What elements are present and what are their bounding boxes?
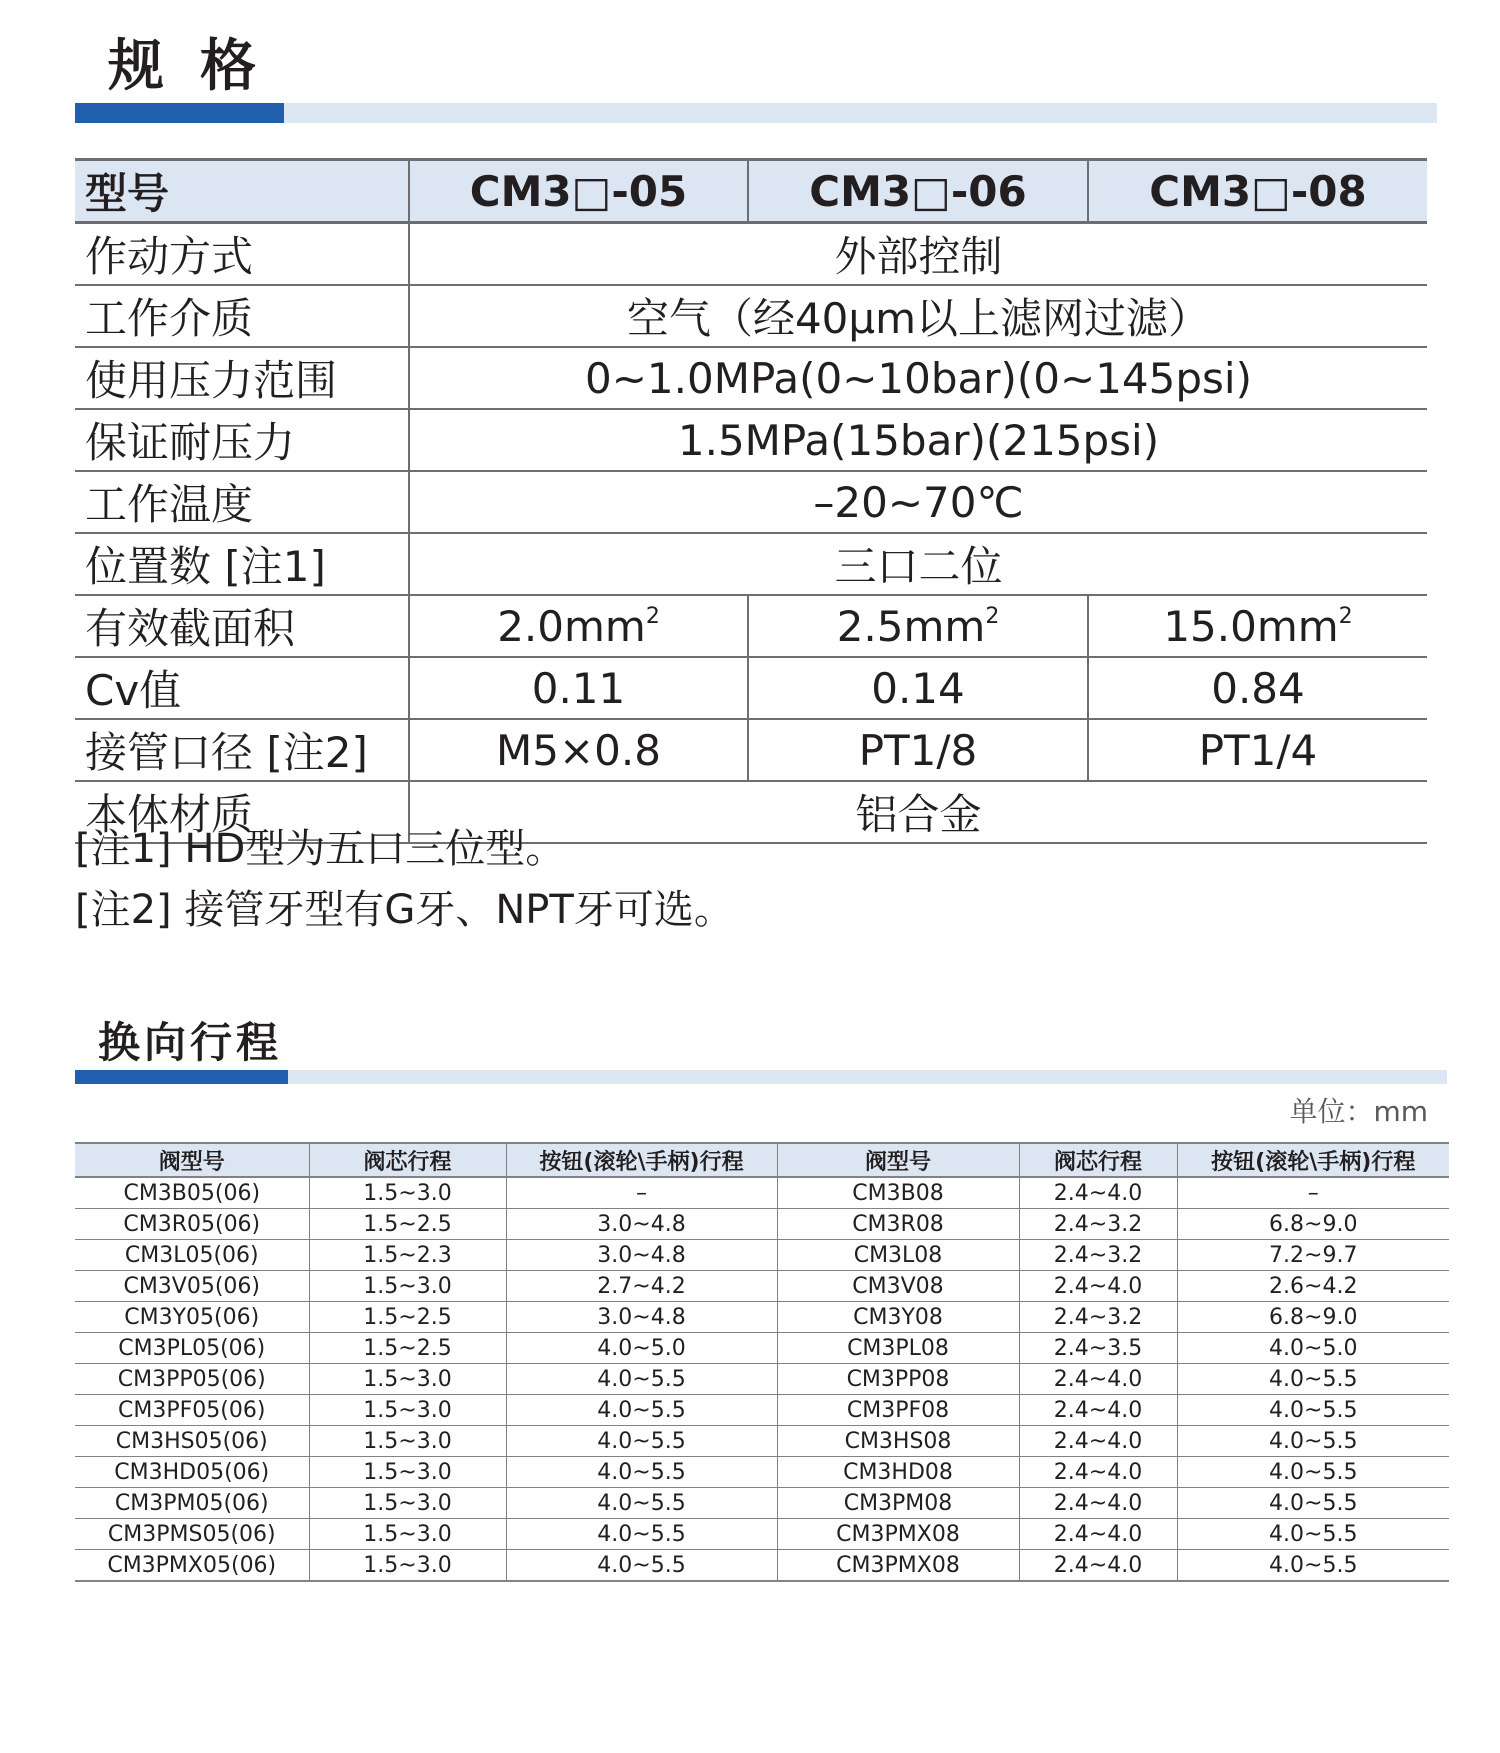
table-cell: 6.8~9.0	[1177, 1209, 1449, 1240]
table-cell: 1.5~3.0	[309, 1177, 506, 1209]
table-cell: 4.0~5.5	[506, 1519, 777, 1550]
row-label: 本体材质	[75, 781, 409, 843]
table-cell: 2.4~3.2	[1019, 1302, 1177, 1333]
row-effective-area	[75, 595, 1427, 657]
table-row	[75, 1550, 1449, 1582]
header-valve-model: 阀型号	[75, 1143, 309, 1177]
row-medium	[75, 285, 1427, 347]
table-cell: 1.5~3.0	[309, 1519, 506, 1550]
table-cell: 4.0~5.5	[1177, 1519, 1449, 1550]
row-label: Cv值	[75, 657, 409, 719]
table-cell: CM3R08	[777, 1209, 1019, 1240]
table-cell: CM3PP08	[777, 1364, 1019, 1395]
table-cell: 2.4~3.5	[1019, 1333, 1177, 1364]
table-cell: CM3PL05(06)	[75, 1333, 309, 1364]
table-cell: 2.4~3.2	[1019, 1209, 1177, 1240]
table-cell: CM3PMX08	[777, 1550, 1019, 1582]
stroke-title-underline	[75, 1070, 1447, 1084]
table-row	[75, 1457, 1449, 1488]
table-row	[75, 1364, 1449, 1395]
row-value: 空气（经40μm以上滤网过滤）	[409, 285, 1427, 347]
row-value: 0~1.0MPa(0~10bar)(0~145psi)	[409, 347, 1427, 409]
table-cell: 1.5~3.0	[309, 1426, 506, 1457]
table-cell: CM3PMX08	[777, 1519, 1019, 1550]
table-row	[75, 1177, 1449, 1209]
table-cell: 4.0~5.5	[1177, 1426, 1449, 1457]
table-cell: 1.5~2.5	[309, 1302, 506, 1333]
table-cell: CM3PF08	[777, 1395, 1019, 1426]
table-cell: 2.4~3.2	[1019, 1240, 1177, 1271]
specs-header-row	[75, 160, 1427, 223]
table-cell: 2.4~4.0	[1019, 1177, 1177, 1209]
row-value: –20~70℃	[409, 471, 1427, 533]
header-model-05: CM3□-05	[409, 160, 748, 223]
header-model-label: 型号	[75, 160, 409, 223]
row-port-size	[75, 719, 1427, 781]
table-cell: 1.5~3.0	[309, 1395, 506, 1426]
row-pressure-range	[75, 347, 1427, 409]
row-cv	[75, 657, 1427, 719]
table-row	[75, 1395, 1449, 1426]
row-label: 接管口径 [注2]	[75, 719, 409, 781]
table-cell: 4.0~5.5	[1177, 1364, 1449, 1395]
table-cell: CM3PMS05(06)	[75, 1519, 309, 1550]
row-temperature	[75, 471, 1427, 533]
specs-section-title: 规格	[108, 34, 292, 99]
table-row	[75, 1302, 1449, 1333]
table-cell: CM3PF05(06)	[75, 1395, 309, 1426]
table-cell: 1.5~3.0	[309, 1550, 506, 1582]
table-row	[75, 1488, 1449, 1519]
header-button-stroke: 按钮(滚轮\手柄)行程	[1177, 1143, 1449, 1177]
table-cell: 1.5~3.0	[309, 1271, 506, 1302]
cv-06: 0.14	[748, 657, 1088, 719]
table-cell: 2.6~4.2	[1177, 1271, 1449, 1302]
table-cell: 6.8~9.0	[1177, 1302, 1449, 1333]
table-cell: 3.0~4.8	[506, 1302, 777, 1333]
table-cell: 2.7~4.2	[506, 1271, 777, 1302]
header-valve-model: 阀型号	[777, 1143, 1019, 1177]
row-label: 使用压力范围	[75, 347, 409, 409]
table-cell: 4.0~5.5	[1177, 1550, 1449, 1582]
table-cell: 2.4~4.0	[1019, 1550, 1177, 1582]
table-row	[75, 1519, 1449, 1550]
row-value: 铝合金	[409, 781, 1427, 843]
stroke-table	[75, 1142, 1449, 1582]
table-cell: 2.4~4.0	[1019, 1271, 1177, 1302]
table-cell: CM3HD08	[777, 1457, 1019, 1488]
header-spool-stroke: 阀芯行程	[309, 1143, 506, 1177]
table-cell: 4.0~5.5	[506, 1457, 777, 1488]
row-label: 保证耐压力	[75, 409, 409, 471]
table-row	[75, 1209, 1449, 1240]
table-cell: CM3HS05(06)	[75, 1426, 309, 1457]
table-cell: 3.0~4.8	[506, 1209, 777, 1240]
table-cell: CM3L08	[777, 1240, 1019, 1271]
table-cell: CM3PMX05(06)	[75, 1550, 309, 1582]
table-cell: CM3V05(06)	[75, 1271, 309, 1302]
area-06: $2.5mm^2$	[748, 595, 1088, 657]
port-05: M5×0.8	[409, 719, 748, 781]
table-cell: 1.5~3.0	[309, 1364, 506, 1395]
row-positions	[75, 533, 1427, 595]
row-label: 工作温度	[75, 471, 409, 533]
table-cell: 3.0~4.8	[506, 1240, 777, 1271]
table-row	[75, 1240, 1449, 1271]
table-cell: 4.0~5.0	[1177, 1333, 1449, 1364]
header-model-06: CM3□-06	[748, 160, 1088, 223]
table-cell: 4.0~5.5	[506, 1395, 777, 1426]
table-cell: CM3B08	[777, 1177, 1019, 1209]
row-label: 有效截面积	[75, 595, 409, 657]
table-cell: 1.5~2.3	[309, 1240, 506, 1271]
table-cell: –	[1177, 1177, 1449, 1209]
table-cell: 7.2~9.7	[1177, 1240, 1449, 1271]
table-cell: CM3L05(06)	[75, 1240, 309, 1271]
area-08: $15.0mm^2$	[1088, 595, 1427, 657]
table-cell: 2.4~4.0	[1019, 1395, 1177, 1426]
stroke-section-title: 换向行程	[98, 1018, 283, 1067]
table-cell: 2.4~4.0	[1019, 1364, 1177, 1395]
table-cell: CM3HS08	[777, 1426, 1019, 1457]
row-label: 位置数 [注1]	[75, 533, 409, 595]
table-cell: 2.4~4.0	[1019, 1426, 1177, 1457]
table-cell: CM3PM05(06)	[75, 1488, 309, 1519]
table-cell: 2.4~4.0	[1019, 1488, 1177, 1519]
unit-label: 单位：mm	[1289, 1095, 1428, 1128]
table-cell: 4.0~5.0	[506, 1333, 777, 1364]
table-row	[75, 1426, 1449, 1457]
table-cell: 1.5~2.5	[309, 1209, 506, 1240]
table-cell: 4.0~5.5	[506, 1426, 777, 1457]
cv-08: 0.84	[1088, 657, 1427, 719]
table-cell: 4.0~5.5	[1177, 1395, 1449, 1426]
specs-table	[75, 158, 1427, 844]
table-cell: 4.0~5.5	[1177, 1457, 1449, 1488]
stroke-header-row	[75, 1143, 1449, 1177]
row-proof-pressure	[75, 409, 1427, 471]
table-cell: 4.0~5.5	[506, 1488, 777, 1519]
header-model-08: CM3□-08	[1088, 160, 1427, 223]
row-label: 工作介质	[75, 285, 409, 347]
table-row	[75, 1271, 1449, 1302]
stroke-body	[75, 1177, 1449, 1581]
table-cell: CM3PM08	[777, 1488, 1019, 1519]
header-button-stroke: 按钮(滚轮\手柄)行程	[506, 1143, 777, 1177]
table-cell: 1.5~3.0	[309, 1457, 506, 1488]
table-cell: 4.0~5.5	[1177, 1488, 1449, 1519]
note-2: [注2] 接管牙型有G牙、NPT牙可选。	[75, 887, 734, 933]
row-label: 作动方式	[75, 223, 409, 286]
row-value: 1.5MPa(15bar)(215psi)	[409, 409, 1427, 471]
table-cell: 2.4~4.0	[1019, 1519, 1177, 1550]
table-cell: CM3Y08	[777, 1302, 1019, 1333]
table-cell: CM3R05(06)	[75, 1209, 309, 1240]
table-cell: 1.5~2.5	[309, 1333, 506, 1364]
row-value: 外部控制	[409, 223, 1427, 286]
table-cell: –	[506, 1177, 777, 1209]
table-cell: 1.5~3.0	[309, 1488, 506, 1519]
table-row	[75, 1333, 1449, 1364]
table-cell: CM3V08	[777, 1271, 1019, 1302]
port-06: PT1/8	[748, 719, 1088, 781]
table-cell: 4.0~5.5	[506, 1364, 777, 1395]
row-actuation	[75, 223, 1427, 286]
table-cell: 4.0~5.5	[506, 1550, 777, 1582]
table-cell: CM3Y05(06)	[75, 1302, 309, 1333]
note-1: [注1] HD型为五口三位型。	[75, 826, 566, 872]
area-05: $2.0mm^2$	[409, 595, 748, 657]
header-spool-stroke: 阀芯行程	[1019, 1143, 1177, 1177]
table-cell: 2.4~4.0	[1019, 1457, 1177, 1488]
cv-05: 0.11	[409, 657, 748, 719]
table-cell: CM3PL08	[777, 1333, 1019, 1364]
port-08: PT1/4	[1088, 719, 1427, 781]
row-value: 三口二位	[409, 533, 1427, 595]
table-cell: CM3B05(06)	[75, 1177, 309, 1209]
table-cell: CM3PP05(06)	[75, 1364, 309, 1395]
specs-title-underline	[75, 103, 1437, 123]
table-cell: CM3HD05(06)	[75, 1457, 309, 1488]
